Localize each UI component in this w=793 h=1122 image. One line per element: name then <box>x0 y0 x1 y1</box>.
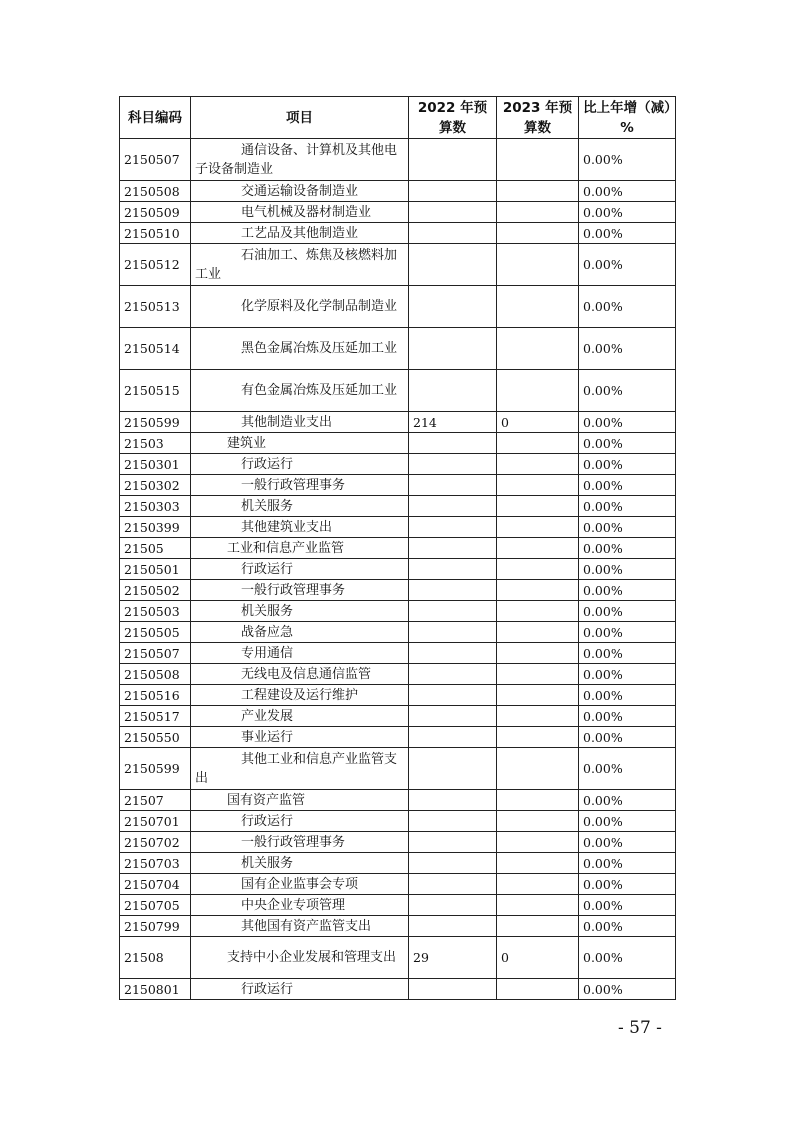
item-cell: 支持中小企业发展和管理支出 <box>191 937 409 979</box>
table-row <box>120 895 676 916</box>
item-cell: 交通运输设备制造业 <box>191 181 409 202</box>
budget-2022-cell <box>409 979 497 1000</box>
change-cell: 0.00% <box>579 916 676 937</box>
code-cell: 2150702 <box>120 832 191 853</box>
item-cell: 一般行政管理事务 <box>191 475 409 496</box>
table-row <box>120 559 676 580</box>
code-cell: 2150799 <box>120 916 191 937</box>
budget-2023-cell <box>497 874 579 895</box>
budget-2023-cell: 0 <box>497 412 579 433</box>
budget-2022-cell <box>409 181 497 202</box>
table-row <box>120 874 676 895</box>
budget-2023-cell <box>497 433 579 454</box>
budget-2022-cell: 214 <box>409 412 497 433</box>
table-row <box>120 601 676 622</box>
table-row <box>120 496 676 517</box>
budget-2022-cell <box>409 328 497 370</box>
budget-2023-cell <box>497 685 579 706</box>
budget-2023-cell <box>497 223 579 244</box>
code-cell: 2150510 <box>120 223 191 244</box>
code-cell: 2150509 <box>120 202 191 223</box>
item-cell: 其他建筑业支出 <box>191 517 409 538</box>
change-cell: 0.00% <box>579 601 676 622</box>
budget-2022-cell <box>409 601 497 622</box>
budget-2022-cell <box>409 538 497 559</box>
budget-2023-cell <box>497 454 579 475</box>
item-cell: 其他工业和信息产业监管支出 <box>191 748 409 790</box>
code-cell: 2150503 <box>120 601 191 622</box>
item-cell: 一般行政管理事务 <box>191 832 409 853</box>
change-cell: 0.00% <box>579 832 676 853</box>
change-cell: 0.00% <box>579 580 676 601</box>
table-row <box>120 937 676 979</box>
table-row <box>120 706 676 727</box>
table-row <box>120 517 676 538</box>
code-cell: 21507 <box>120 790 191 811</box>
change-cell: 0.00% <box>579 559 676 580</box>
budget-table <box>119 96 676 1000</box>
budget-2023-cell <box>497 139 579 181</box>
code-cell: 2150508 <box>120 664 191 685</box>
change-cell: 0.00% <box>579 979 676 1000</box>
item-cell: 有色金属冶炼及压延加工业 <box>191 370 409 412</box>
budget-2023-cell <box>497 727 579 748</box>
budget-2023-cell <box>497 790 579 811</box>
budget-2022-cell: 29 <box>409 937 497 979</box>
table-row <box>120 853 676 874</box>
table-row <box>120 979 676 1000</box>
code-cell: 2150515 <box>120 370 191 412</box>
change-cell: 0.00% <box>579 454 676 475</box>
budget-2023-cell <box>497 286 579 328</box>
table-row <box>120 223 676 244</box>
change-cell: 0.00% <box>579 706 676 727</box>
change-cell: 0.00% <box>579 538 676 559</box>
change-cell: 0.00% <box>579 328 676 370</box>
code-cell: 2150301 <box>120 454 191 475</box>
budget-2023-cell <box>497 895 579 916</box>
budget-2023-cell <box>497 181 579 202</box>
budget-2022-cell <box>409 139 497 181</box>
item-cell: 机关服务 <box>191 496 409 517</box>
code-cell: 2150550 <box>120 727 191 748</box>
code-cell: 2150516 <box>120 685 191 706</box>
change-cell: 0.00% <box>579 643 676 664</box>
code-cell: 2150513 <box>120 286 191 328</box>
table-row <box>120 370 676 412</box>
table-row <box>120 286 676 328</box>
change-cell: 0.00% <box>579 475 676 496</box>
budget-2023-cell <box>497 811 579 832</box>
budget-2023-cell <box>497 832 579 853</box>
budget-2023-cell <box>497 622 579 643</box>
budget-2023-cell <box>497 538 579 559</box>
table-row <box>120 664 676 685</box>
budget-2023-cell <box>497 496 579 517</box>
code-cell: 2150303 <box>120 496 191 517</box>
table-row <box>120 475 676 496</box>
table-row <box>120 916 676 937</box>
change-cell: 0.00% <box>579 727 676 748</box>
change-cell: 0.00% <box>579 181 676 202</box>
code-cell: 2150302 <box>120 475 191 496</box>
budget-2022-cell <box>409 223 497 244</box>
item-cell: 电气机械及器材制造业 <box>191 202 409 223</box>
code-cell: 2150507 <box>120 643 191 664</box>
code-cell: 2150399 <box>120 517 191 538</box>
budget-2023-cell <box>497 706 579 727</box>
item-cell: 工程建设及运行维护 <box>191 685 409 706</box>
item-cell: 国有资产监管 <box>191 790 409 811</box>
budget-2022-cell <box>409 790 497 811</box>
budget-2022-cell <box>409 685 497 706</box>
table-row <box>120 433 676 454</box>
budget-2023-cell <box>497 643 579 664</box>
table-row <box>120 139 676 181</box>
header-budget-2023: 2023 年预算数 <box>497 97 579 139</box>
code-cell: 2150701 <box>120 811 191 832</box>
code-cell: 2150508 <box>120 181 191 202</box>
table-row <box>120 685 676 706</box>
budget-2023-cell <box>497 853 579 874</box>
budget-2022-cell <box>409 244 497 286</box>
budget-2023-cell: 0 <box>497 937 579 979</box>
code-cell: 2150705 <box>120 895 191 916</box>
budget-2022-cell <box>409 286 497 328</box>
budget-2023-cell <box>497 244 579 286</box>
change-cell: 0.00% <box>579 412 676 433</box>
budget-2023-cell <box>497 580 579 601</box>
change-cell: 0.00% <box>579 748 676 790</box>
item-cell: 其他国有资产监管支出 <box>191 916 409 937</box>
table-row <box>120 202 676 223</box>
item-cell: 中央企业专项管理 <box>191 895 409 916</box>
item-cell: 通信设备、计算机及其他电子设备制造业 <box>191 139 409 181</box>
code-cell: 21508 <box>120 937 191 979</box>
change-cell: 0.00% <box>579 937 676 979</box>
table-row <box>120 622 676 643</box>
change-cell: 0.00% <box>579 790 676 811</box>
code-cell: 2150599 <box>120 748 191 790</box>
table-row <box>120 748 676 790</box>
budget-2023-cell <box>497 664 579 685</box>
item-cell: 建筑业 <box>191 433 409 454</box>
budget-2023-cell <box>497 517 579 538</box>
budget-2023-cell <box>497 601 579 622</box>
item-cell: 机关服务 <box>191 601 409 622</box>
budget-2022-cell <box>409 811 497 832</box>
change-cell: 0.00% <box>579 370 676 412</box>
code-cell: 2150801 <box>120 979 191 1000</box>
budget-2023-cell <box>497 370 579 412</box>
budget-2023-cell <box>497 559 579 580</box>
change-cell: 0.00% <box>579 286 676 328</box>
table-body <box>120 139 676 1000</box>
table-header-row <box>120 97 676 139</box>
budget-2022-cell <box>409 748 497 790</box>
budget-2022-cell <box>409 895 497 916</box>
change-cell: 0.00% <box>579 685 676 706</box>
item-cell: 化学原料及化学制品制造业 <box>191 286 409 328</box>
budget-2022-cell <box>409 454 497 475</box>
code-cell: 2150517 <box>120 706 191 727</box>
code-cell: 2150704 <box>120 874 191 895</box>
page-number: - 57 - <box>618 1018 662 1038</box>
change-cell: 0.00% <box>579 202 676 223</box>
item-cell: 战备应急 <box>191 622 409 643</box>
change-cell: 0.00% <box>579 517 676 538</box>
header-item: 项目 <box>191 97 409 139</box>
table-row <box>120 811 676 832</box>
budget-2022-cell <box>409 370 497 412</box>
item-cell: 专用通信 <box>191 643 409 664</box>
table-row <box>120 580 676 601</box>
table-row <box>120 454 676 475</box>
item-cell: 黑色金属冶炼及压延加工业 <box>191 328 409 370</box>
change-cell: 0.00% <box>579 622 676 643</box>
item-cell: 行政运行 <box>191 979 409 1000</box>
budget-2023-cell <box>497 748 579 790</box>
item-cell: 一般行政管理事务 <box>191 580 409 601</box>
header-code: 科目编码 <box>120 97 191 139</box>
budget-2022-cell <box>409 559 497 580</box>
budget-2022-cell <box>409 496 497 517</box>
code-cell: 2150512 <box>120 244 191 286</box>
code-cell: 2150703 <box>120 853 191 874</box>
budget-2023-cell <box>497 979 579 1000</box>
table-row <box>120 727 676 748</box>
table-row <box>120 643 676 664</box>
item-cell: 无线电及信息通信监管 <box>191 664 409 685</box>
budget-2022-cell <box>409 202 497 223</box>
budget-2022-cell <box>409 874 497 895</box>
change-cell: 0.00% <box>579 664 676 685</box>
change-cell: 0.00% <box>579 811 676 832</box>
budget-2022-cell <box>409 664 497 685</box>
change-cell: 0.00% <box>579 496 676 517</box>
item-cell: 工业和信息产业监管 <box>191 538 409 559</box>
budget-2022-cell <box>409 475 497 496</box>
code-cell: 2150502 <box>120 580 191 601</box>
table-row <box>120 181 676 202</box>
table-row <box>120 790 676 811</box>
item-cell: 行政运行 <box>191 454 409 475</box>
code-cell: 2150599 <box>120 412 191 433</box>
table-row <box>120 412 676 433</box>
table-row <box>120 538 676 559</box>
change-cell: 0.00% <box>579 895 676 916</box>
code-cell: 2150514 <box>120 328 191 370</box>
item-cell: 事业运行 <box>191 727 409 748</box>
item-cell: 产业发展 <box>191 706 409 727</box>
item-cell: 石油加工、炼焦及核燃料加工业 <box>191 244 409 286</box>
code-cell: 21505 <box>120 538 191 559</box>
header-budget-2022: 2022 年预算数 <box>409 97 497 139</box>
table-row <box>120 244 676 286</box>
change-cell: 0.00% <box>579 223 676 244</box>
table-row <box>120 832 676 853</box>
change-cell: 0.00% <box>579 874 676 895</box>
budget-2022-cell <box>409 643 497 664</box>
change-cell: 0.00% <box>579 244 676 286</box>
budget-2022-cell <box>409 580 497 601</box>
item-cell: 国有企业监事会专项 <box>191 874 409 895</box>
budget-2023-cell <box>497 202 579 223</box>
item-cell: 行政运行 <box>191 559 409 580</box>
change-cell: 0.00% <box>579 433 676 454</box>
budget-2022-cell <box>409 622 497 643</box>
code-cell: 2150501 <box>120 559 191 580</box>
budget-2023-cell <box>497 475 579 496</box>
item-cell: 工艺品及其他制造业 <box>191 223 409 244</box>
change-cell: 0.00% <box>579 853 676 874</box>
code-cell: 2150505 <box>120 622 191 643</box>
change-cell: 0.00% <box>579 139 676 181</box>
budget-2022-cell <box>409 727 497 748</box>
item-cell: 其他制造业支出 <box>191 412 409 433</box>
code-cell: 21503 <box>120 433 191 454</box>
item-cell: 机关服务 <box>191 853 409 874</box>
budget-2022-cell <box>409 706 497 727</box>
budget-2023-cell <box>497 328 579 370</box>
budget-2022-cell <box>409 916 497 937</box>
header-change: 比上年增（减）% <box>579 97 676 139</box>
budget-2022-cell <box>409 433 497 454</box>
budget-2022-cell <box>409 853 497 874</box>
table-row <box>120 328 676 370</box>
budget-2022-cell <box>409 832 497 853</box>
budget-2023-cell <box>497 916 579 937</box>
budget-2022-cell <box>409 517 497 538</box>
code-cell: 2150507 <box>120 139 191 181</box>
item-cell: 行政运行 <box>191 811 409 832</box>
